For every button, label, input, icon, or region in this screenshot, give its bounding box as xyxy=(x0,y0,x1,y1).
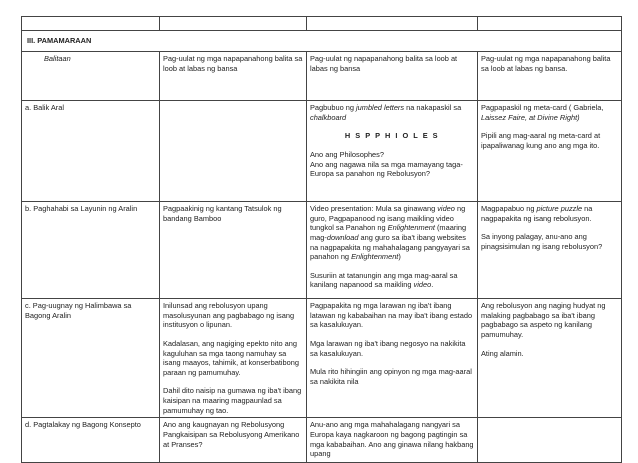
video-text-italic: video xyxy=(437,204,455,213)
balik-aral-chalkboard: chalkboard xyxy=(310,112,347,122)
video-text: (maaring mag- xyxy=(310,223,467,242)
pag-uugnay-label: c. Pag-uugnay ng Halimbawa sa Bagong Aralin xyxy=(22,299,160,418)
paghahabi-col2 xyxy=(307,202,478,299)
pag-uugnay-text: Ang rebolusyon ang naging hudyat ng malaking pagbabago sa iba't ibang pagbabago sa aspeto ng kanilang pamumuhay. xyxy=(481,301,606,339)
balik-aral-col1 xyxy=(160,101,307,202)
pag-uugnay-text: Inilunsad ang rebolusyon upang masolusyunan ang pagbabago ng isang institusyon o lipunan. xyxy=(163,301,295,330)
balik-aral-col2 xyxy=(307,101,478,202)
table-row-empty xyxy=(22,17,622,31)
table-row-pagtalakay xyxy=(22,418,622,463)
video-question: . xyxy=(431,280,434,290)
table-cell xyxy=(307,17,478,31)
pagtalakay-label: d. Pagtalakay ng Bagong Konsepto xyxy=(22,418,160,463)
pagtalakay-col2: Anu-ano ang mga mahahalagang nangyari sa Europa kaya nagkaroon ng bagong pagtingin sa mga kababaihan. Ano ang ginawa nilang hakbang upang xyxy=(307,418,478,463)
puzzle-text: na nagpapakita ng isang rebolusyon. xyxy=(481,204,593,223)
table-row-pag-uugnay xyxy=(22,299,622,418)
paghahabi-col1: Pagpaakinig ng kantang Tatsulok ng bandang Bamboo xyxy=(160,202,307,299)
pag-uugnay-text: Pagpapakita ng mga larawan ng iba't ibang latawan ng kababaihan na may iba't ibang estado sa kasalukuyan. xyxy=(310,301,473,330)
balik-aral-text: Pagbubuo ng xyxy=(310,103,357,112)
paghahabi-col3 xyxy=(478,202,622,299)
video-text-italic: download xyxy=(326,232,359,242)
balitaan-label: Balitaan xyxy=(44,54,71,63)
section-header: III. PAMAMARAAN xyxy=(22,31,622,52)
pag-uugnay-col3 xyxy=(478,299,622,418)
video-question: Susuriin at tatanungin ang mga mag-aaral sa kanilang napanood sa maikling xyxy=(310,270,458,290)
lesson-plan-table xyxy=(21,16,622,463)
meta-card-instruction: Pipili ang mag-aaral ng meta-card at ipapaliwanag kung ano ang mga ito. xyxy=(481,131,601,150)
jumbled-letters: H S P P H I O L E S xyxy=(344,131,440,141)
balik-aral-col3 xyxy=(478,101,622,202)
video-question-italic: video xyxy=(413,280,432,290)
meta-card-terms: Laissez Faire, at Divine Right) xyxy=(481,112,580,122)
table-cell xyxy=(478,17,622,31)
balik-aral-question-2: Ano ang nagawa nila sa mga mamayang taga-Europa sa panahon ng Rebolusyon? xyxy=(310,159,463,179)
video-text: ) xyxy=(398,252,401,262)
balik-aral-text-italic: jumbled letters xyxy=(356,103,405,112)
video-text: ang guro sa iba't ibang websites na nagpapakita ng mahahalagang pangyayari sa panahon ng xyxy=(310,232,470,262)
puzzle-text: Magpapabuo ng xyxy=(481,204,537,213)
pag-uugnay-text: Mula rito hihingiin ang opinyon ng mga mag-aaral sa nakikita nila xyxy=(310,367,472,386)
balik-aral-question-1: Ano ang Philosophes? xyxy=(310,149,384,159)
video-text: Video presentation: Mula sa ginawang xyxy=(310,204,438,213)
pag-uugnay-col2 xyxy=(307,299,478,418)
video-text: ng guro, Pagpapanood ng isang maikling video tungkol sa Panahon ng xyxy=(310,204,466,233)
pag-uugnay-col1 xyxy=(160,299,307,418)
table-row-balik-aral xyxy=(22,101,622,202)
section-header-row xyxy=(22,31,622,52)
balitaan-col3: Pag-uulat ng mga napapanahong balita sa loob at labas ng bansa. xyxy=(478,52,622,101)
row-label-balitaan xyxy=(22,52,160,101)
paghahabi-label: b. Paghahabi sa Layunin ng Aralin xyxy=(22,202,160,299)
pag-uugnay-text: Dahil dito naisip na gumawa ng iba't ibang kaisipan na maaring magpaunlad sa pamumuhay ng tao. xyxy=(163,386,302,415)
balitaan-col2: Pag-uulat ng napapanahong balita sa loob at labas ng bansa xyxy=(307,52,478,101)
video-text-italic: Enlightenment xyxy=(351,252,399,262)
meta-card-text: Pagpapaskil ng meta-card ( Gabriela, xyxy=(481,103,604,112)
balik-aral-label: a. Balik Aral xyxy=(22,101,160,202)
balitaan-col1: Pag-uulat ng mga napapanahong balita sa loob at labas ng bansa xyxy=(160,52,307,101)
table-cell xyxy=(22,17,160,31)
balik-aral-text: na nakapaskil sa xyxy=(404,103,462,112)
puzzle-text-italic: picture puzzle xyxy=(536,204,583,213)
pag-uugnay-text: Ating alamin. xyxy=(481,348,524,358)
pag-uugnay-text: Kadalasan, ang nagiging epekto nito ang kaguluhan sa mga taong namuhay sa isang maayos, tahimik, at konserbatibong paraan ng pamumuhay. xyxy=(163,338,299,377)
table-row-balitaan xyxy=(22,52,622,101)
pagtalakay-col3 xyxy=(478,418,622,463)
pagtalakay-col1: Ano ang kaugnayan ng Rebolusyong Pangkaisipan sa Rebolusyong Amerikano at Pranses? xyxy=(160,418,307,463)
puzzle-question: Sa inyong palagay, anu-ano ang pinagsisimulan ng isang rebolusyon? xyxy=(481,232,603,251)
table-cell xyxy=(160,17,307,31)
video-text-italic: Enlightenment xyxy=(387,223,435,233)
table-row-paghahabi xyxy=(22,202,622,299)
pag-uugnay-text: Mga larawan ng iba't ibang negosyo na nakikita sa kasalukuyan. xyxy=(310,338,466,358)
